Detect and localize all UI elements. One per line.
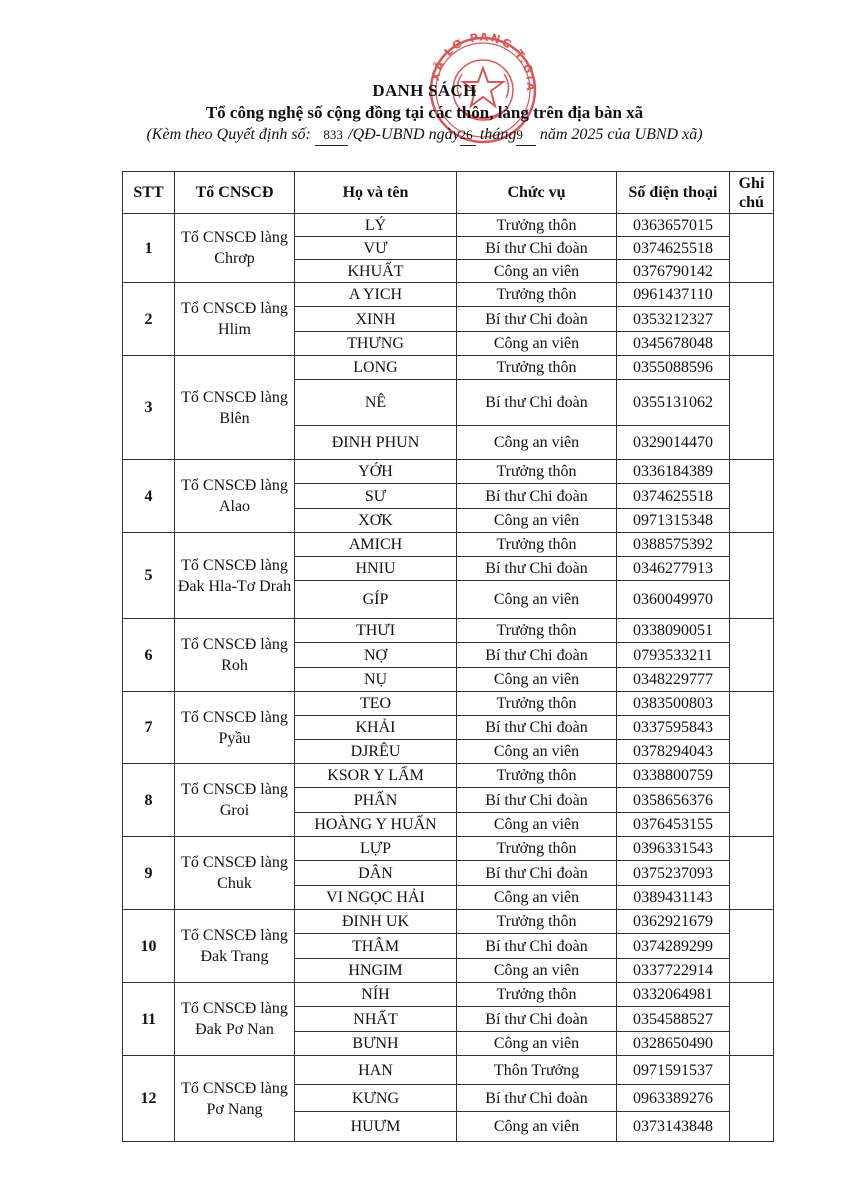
document-subtitle: Tổ công nghệ số cộng đồng tại các thôn, làng trên địa bàn xã [205,103,644,122]
member-phone-cell: 0374625518 [617,484,730,509]
member-role-cell: Trưởng thôn [457,356,617,380]
column-header: Họ và tên [295,172,457,214]
stt-cell: 11 [123,983,175,1056]
member-name-cell: HUƯM [295,1112,457,1142]
member-name-cell: VƯ [295,237,457,260]
member-name-cell: KSOR Y LẨM [295,764,457,788]
member-name-cell: NÊ [295,380,457,426]
note-cell [730,214,774,283]
member-phone-cell: 0337722914 [617,959,730,983]
member-name-cell: KHẢI [295,716,457,740]
table-header-row [123,172,774,214]
member-role-cell: Trưởng thôn [457,764,617,788]
table-row [123,619,774,643]
table-row [123,983,774,1007]
document-header [0,80,849,146]
member-role-cell: Bí thư Chi đoàn [457,716,617,740]
member-phone-cell: 0348229777 [617,668,730,692]
member-role-cell: Bí thư Chi đoàn [457,788,617,813]
member-name-cell: DJRÊU [295,740,457,764]
member-phone-cell: 0374289299 [617,934,730,959]
member-role-cell: Công an viên [457,886,617,910]
member-role-cell: Trưởng thôn [457,533,617,557]
note-cell [730,692,774,764]
column-header: STT [123,172,175,214]
member-phone-cell: 0338800759 [617,764,730,788]
document-title: DANH SÁCH [372,81,477,100]
member-name-cell: YỚH [295,460,457,484]
member-name-cell: HOÀNG Y HUẤN [295,813,457,837]
column-header: Tổ CNSCĐ [175,172,295,214]
table-row [123,837,774,861]
member-phone-cell: 0378294043 [617,740,730,764]
member-name-cell: NHẤT [295,1007,457,1032]
column-header: Số điện thoại [617,172,730,214]
member-name-cell: AMICH [295,533,457,557]
stt-cell: 4 [123,460,175,533]
table-row [123,692,774,716]
table-body [123,214,774,1142]
member-phone-cell: 0389431143 [617,886,730,910]
member-name-cell: GÍP [295,581,457,619]
member-phone-cell: 0961437110 [617,283,730,307]
member-name-cell: A YICH [295,283,457,307]
note-cell [730,910,774,983]
member-name-cell: HNIU [295,557,457,581]
member-role-cell: Bí thư Chi đoàn [457,643,617,668]
member-role-cell: Trưởng thôn [457,692,617,716]
member-phone-cell: 0373143848 [617,1112,730,1142]
team-name-cell: Tổ CNSCĐ làng Groi [175,764,295,837]
member-phone-cell: 0360049970 [617,581,730,619]
member-role-cell: Trưởng thôn [457,214,617,237]
member-table [122,171,774,1142]
member-name-cell: BƯNH [295,1032,457,1056]
ref-suffix: năm 2025 của UBND xã) [539,126,703,143]
ref-blank-month [516,124,536,146]
table-row [123,460,774,484]
member-role-cell: Công an viên [457,332,617,356]
table-row [123,214,774,237]
ref-number: 833 [323,127,343,142]
member-name-cell: XINH [295,307,457,332]
member-phone-cell: 0383500803 [617,692,730,716]
ref-month: 9 [516,127,523,142]
member-role-cell: Bí thư Chi đoàn [457,237,617,260]
member-role-cell: Trưởng thôn [457,283,617,307]
member-name-cell: KHUẤT [295,260,457,283]
member-phone-cell: 0963389276 [617,1085,730,1112]
member-role-cell: Bí thư Chi đoàn [457,1007,617,1032]
ref-blank-day [460,124,476,146]
team-name-cell: Tổ CNSCĐ làng Đak Trang [175,910,295,983]
member-role-cell: Bí thư Chi đoàn [457,557,617,581]
ref-day: 26 [459,127,473,142]
member-phone-cell: 0332064981 [617,983,730,1007]
stt-cell: 1 [123,214,175,283]
stt-cell: 6 [123,619,175,692]
note-cell [730,533,774,619]
member-name-cell: TEO [295,692,457,716]
seal-text: XÃ LƠ PANG T.GIA [428,30,538,94]
note-cell [730,983,774,1056]
member-name-cell: LÝ [295,214,457,237]
member-name-cell: PHẤN [295,788,457,813]
note-cell [730,356,774,460]
member-role-cell: Trưởng thôn [457,619,617,643]
member-name-cell: LONG [295,356,457,380]
member-name-cell: NỢ [295,643,457,668]
member-role-cell: Thôn Trưởng [457,1056,617,1085]
column-header: Chức vụ [457,172,617,214]
stt-cell: 2 [123,283,175,356]
member-phone-cell: 0388575392 [617,533,730,557]
member-name-cell: SƯ [295,484,457,509]
member-name-cell: ĐINH UK [295,910,457,934]
member-role-cell: Công an viên [457,581,617,619]
member-role-cell: Công an viên [457,740,617,764]
member-role-cell: Bí thư Chi đoàn [457,484,617,509]
ref-blank-number [315,124,348,146]
member-phone-cell: 0338090051 [617,619,730,643]
ref-middle: /QĐ-UBND ngày [348,126,460,143]
member-phone-cell: 0345678048 [617,332,730,356]
member-name-cell: KƯNG [295,1085,457,1112]
member-role-cell: Công an viên [457,1112,617,1142]
member-phone-cell: 0971591537 [617,1056,730,1085]
member-role-cell: Công an viên [457,1032,617,1056]
member-name-cell: LỰP [295,837,457,861]
team-name-cell: Tổ CNSCĐ làng Roh [175,619,295,692]
team-name-cell: Tổ CNSCĐ làng Pyầu [175,692,295,764]
member-phone-cell: 0346277913 [617,557,730,581]
table-row [123,283,774,307]
member-role-cell: Bí thư Chi đoàn [457,380,617,426]
member-name-cell: NÍH [295,983,457,1007]
member-role-cell: Công an viên [457,260,617,283]
column-header: Ghi chú [730,172,774,214]
member-phone-cell: 0353212327 [617,307,730,332]
stt-cell: 7 [123,692,175,764]
note-cell [730,619,774,692]
member-role-cell: Bí thư Chi đoàn [457,1085,617,1112]
member-phone-cell: 0354588527 [617,1007,730,1032]
note-cell [730,837,774,910]
note-cell [730,283,774,356]
member-phone-cell: 0328650490 [617,1032,730,1056]
member-role-cell: Trưởng thôn [457,983,617,1007]
member-role-cell: Công an viên [457,668,617,692]
table-row [123,533,774,557]
member-phone-cell: 0396331543 [617,837,730,861]
note-cell [730,764,774,837]
member-name-cell: DÂN [295,861,457,886]
stt-cell: 8 [123,764,175,837]
ref-month-label: tháng [479,126,517,143]
member-role-cell: Trưởng thôn [457,460,617,484]
member-name-cell: THƯNG [295,332,457,356]
decision-reference [0,124,849,146]
note-cell [730,1056,774,1142]
member-role-cell: Công an viên [457,509,617,533]
note-cell [730,460,774,533]
member-phone-cell: 0362921679 [617,910,730,934]
member-role-cell: Bí thư Chi đoàn [457,861,617,886]
team-name-cell: Tổ CNSCĐ làng Đak Hla-Tơ Drah [175,533,295,619]
team-name-cell: Tổ CNSCĐ làng Pơ Nang [175,1056,295,1142]
team-name-cell: Tổ CNSCĐ làng Đak Pơ Nan [175,983,295,1056]
member-phone-cell: 0376453155 [617,813,730,837]
member-name-cell: THƯI [295,619,457,643]
member-phone-cell: 0355131062 [617,380,730,426]
member-phone-cell: 0376790142 [617,260,730,283]
member-phone-cell: 0336184389 [617,460,730,484]
member-role-cell: Công an viên [457,959,617,983]
member-role-cell: Trưởng thôn [457,837,617,861]
member-name-cell: THÂM [295,934,457,959]
table-row [123,356,774,380]
member-phone-cell: 0971315348 [617,509,730,533]
member-phone-cell: 0337595843 [617,716,730,740]
team-name-cell: Tổ CNSCĐ làng Blên [175,356,295,460]
member-role-cell: Bí thư Chi đoàn [457,307,617,332]
table-row [123,910,774,934]
member-phone-cell: 0358656376 [617,788,730,813]
member-name-cell: ĐINH PHUN [295,426,457,460]
member-name-cell: HAN [295,1056,457,1085]
stt-cell: 12 [123,1056,175,1142]
member-name-cell: XƠK [295,509,457,533]
table-row [123,764,774,788]
ref-prefix: (Kèm theo Quyết định số: [146,126,311,143]
team-name-cell: Tổ CNSCĐ làng Hlim [175,283,295,356]
member-phone-cell: 0329014470 [617,426,730,460]
stt-cell: 3 [123,356,175,460]
member-name-cell: NỤ [295,668,457,692]
member-role-cell: Công an viên [457,426,617,460]
member-role-cell: Trưởng thôn [457,910,617,934]
member-role-cell: Công an viên [457,813,617,837]
stt-cell: 10 [123,910,175,983]
member-role-cell: Bí thư Chi đoàn [457,934,617,959]
member-name-cell: HNGIM [295,959,457,983]
member-phone-cell: 0363657015 [617,214,730,237]
member-phone-cell: 0374625518 [617,237,730,260]
member-phone-cell: 0355088596 [617,356,730,380]
member-name-cell: VI NGỌC HẢI [295,886,457,910]
team-name-cell: Tổ CNSCĐ làng Chrơp [175,214,295,283]
member-phone-cell: 0375237093 [617,861,730,886]
team-name-cell: Tổ CNSCĐ làng Alao [175,460,295,533]
table-row [123,1056,774,1085]
member-phone-cell: 0793533211 [617,643,730,668]
team-name-cell: Tổ CNSCĐ làng Chuk [175,837,295,910]
stt-cell: 9 [123,837,175,910]
stt-cell: 5 [123,533,175,619]
